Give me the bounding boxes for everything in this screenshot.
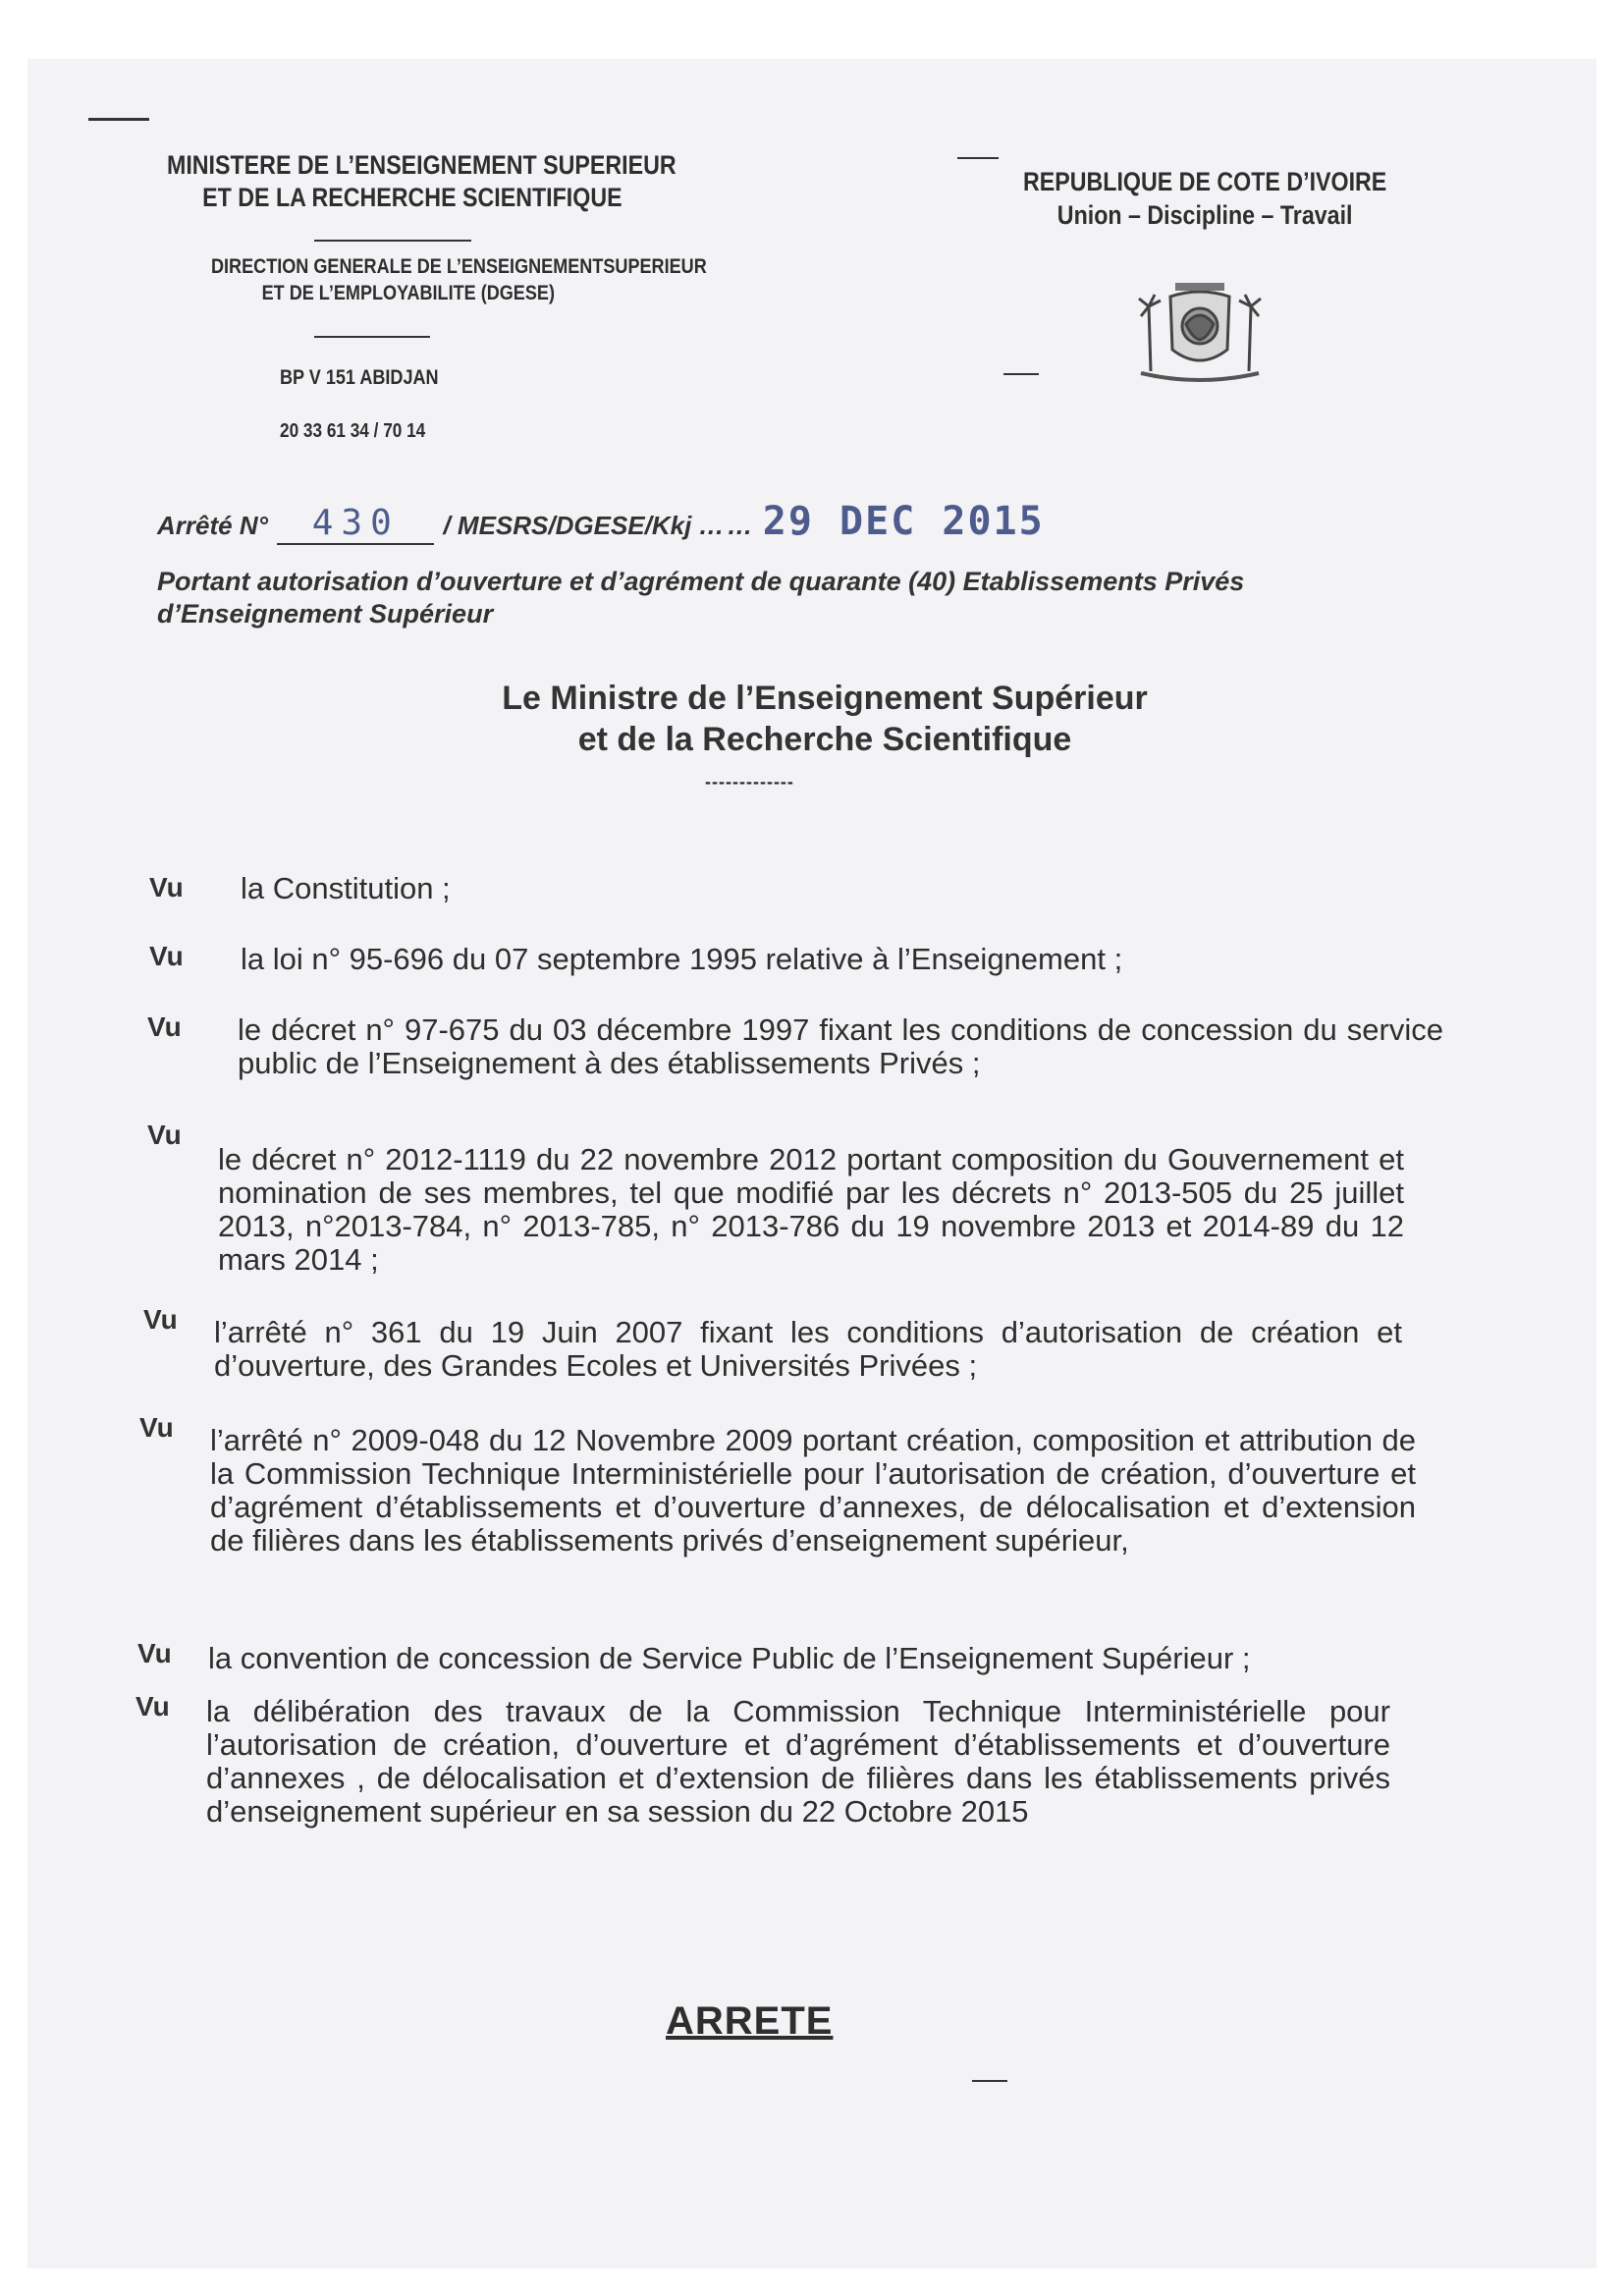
decree-number: 430 bbox=[311, 503, 400, 543]
vu-label: Vu bbox=[135, 1691, 170, 1722]
consideration-text: le décret n° 97-675 du 03 décembre 1997 fixant les conditions de concession du service public de l’Enseignement à des établissements Privés ; bbox=[238, 1012, 1443, 1080]
ministry-line-1: MINISTERE DE L’ENSEIGNEMENT SUPERIEUR bbox=[167, 150, 677, 180]
consideration-text: la loi n° 95-696 du 07 septembre 1995 relative à l’Enseignement ; bbox=[241, 942, 1123, 976]
decree-date-stamp: 29 DEC 2015 bbox=[762, 499, 1045, 544]
direction-line-1: DIRECTION GENERALE DE L’ENSEIGNEMENTSUPERIEUR bbox=[211, 255, 707, 278]
consideration-text: la Constitution ; bbox=[241, 871, 451, 905]
vu-label: Vu bbox=[149, 872, 184, 902]
title-separator: ------------- bbox=[705, 772, 794, 792]
scan-mark bbox=[1003, 373, 1039, 375]
consideration-text: la convention de concession de Service Public de l’Enseignement Supérieur ; bbox=[208, 1641, 1251, 1675]
consideration-text: l’arrêté n° 2009-048 du 12 Novembre 2009 portant création, composition et attribution de la Commission Technique Interministérielle pour l’autorisation de création, d’ouverture et d’agrément d’établissements et d’ouverture d’annexes, de délocalisation et d’extension de filières dans les établissements privés d’enseignement supérieur, bbox=[210, 1423, 1416, 1558]
vu-label: Vu bbox=[147, 1120, 182, 1150]
decree-subject: Portant autorisation d’ouverture et d’agrément de quarante (40) Etablissements Privés d’Enseignement Supérieur bbox=[157, 567, 1245, 629]
vu-label: Vu bbox=[139, 1412, 174, 1443]
phone-number: 20 33 61 34 / 70 14 bbox=[280, 420, 426, 442]
header-rule bbox=[314, 336, 430, 338]
vu-label: Vu bbox=[147, 1011, 182, 1042]
postal-box: BP V 151 ABIDJAN bbox=[280, 366, 439, 389]
minister-title-line-2: et de la Recherche Scientifique bbox=[577, 721, 1072, 758]
decree-code: / MESRS/DGESE/Kkj bbox=[443, 511, 692, 540]
vu-label: Vu bbox=[143, 1304, 178, 1335]
consideration-text: la délibération des travaux de la Commission Technique Interministérielle pour l’autorisation de création, d’ouverture et d’agrément d’établissements et d’ouverture d’annexes , de délocalisation et d’extension de filières dans les établissements privés d’enseignement supérieur en sa session du 22 Octobre 2015 bbox=[206, 1694, 1390, 1829]
scan-mark bbox=[957, 157, 999, 159]
ministry-name bbox=[167, 149, 677, 214]
vu-label: Vu bbox=[137, 1638, 172, 1668]
consideration-text: le décret n° 2012-1119 du 22 novembre 2012 portant composition du Gouvernement et nomination de ses membres, tel que modifié par les décrets n° 2013-505 du 25 juillet 2013, n°2013-784, n° 2013-785, n° 2013-786 du 19 novembre 2013 et 2014-89 du 12 mars 2014 ; bbox=[218, 1142, 1404, 1277]
national-motto: Union – Discipline – Travail bbox=[1056, 200, 1353, 230]
republic-block bbox=[1023, 165, 1386, 232]
republic-name: REPUBLIQUE DE COTE D’IVOIRE bbox=[1023, 167, 1387, 196]
minister-title bbox=[432, 678, 1218, 760]
direction-name bbox=[211, 253, 707, 306]
minister-title-line-1: Le Ministre de l’Enseignement Supérieur bbox=[502, 680, 1148, 717]
scan-mark bbox=[88, 118, 149, 121]
ministry-line-2: ET DE LA RECHERCHE SCIENTIFIQUE bbox=[202, 183, 623, 212]
decree-reference: Arrêté N° 430 / MESRS/DGESE/Kkj …… 29 DEC 2015 bbox=[157, 499, 1045, 544]
decree-prefix: Arrêté N° bbox=[157, 511, 268, 540]
scan-mark bbox=[972, 2080, 1007, 2082]
header-rule bbox=[314, 240, 471, 242]
vu-label: Vu bbox=[149, 941, 184, 971]
arrete-heading: ARRETE bbox=[666, 1999, 834, 2043]
consideration-text: l’arrêté n° 361 du 19 Juin 2007 fixant les conditions d’autorisation de création et d’ouverture, des Grandes Ecoles et Universités Privées ; bbox=[214, 1315, 1402, 1383]
direction-line-2: ET DE L’EMPLOYABILITE (DGESE) bbox=[261, 282, 555, 304]
cote-divoire-coat-of-arms-icon bbox=[1131, 277, 1269, 387]
